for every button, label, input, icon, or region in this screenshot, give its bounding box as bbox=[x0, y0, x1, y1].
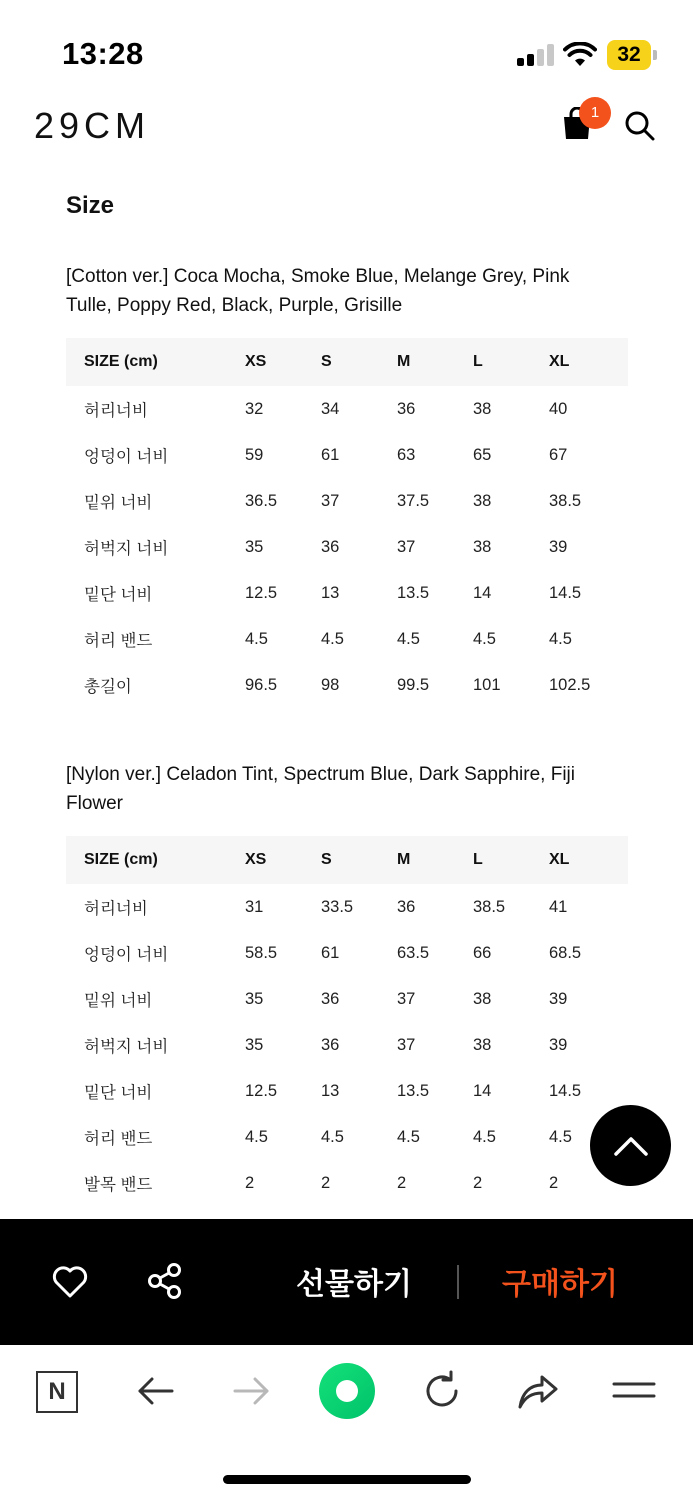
wifi-icon bbox=[563, 42, 597, 68]
row-label: 밑위 너비 bbox=[84, 494, 153, 512]
table-cell: 38 bbox=[473, 1035, 492, 1054]
table-cell: 61 bbox=[321, 445, 340, 464]
table-cell: 13.5 bbox=[397, 1081, 430, 1100]
table-cell: 2 bbox=[473, 1173, 483, 1192]
table-row bbox=[66, 478, 628, 524]
nylon-size-table bbox=[66, 836, 628, 1206]
forward-arrow-icon[interactable] bbox=[229, 1369, 273, 1413]
table-cell: 4.5 bbox=[321, 1127, 344, 1146]
header-cell: SIZE (cm) bbox=[84, 851, 158, 868]
table-cell: 4.5 bbox=[473, 1127, 496, 1146]
table-cell: 35 bbox=[245, 537, 264, 556]
table-cell: 96.5 bbox=[245, 675, 278, 694]
table-cell: 65 bbox=[473, 445, 492, 464]
table-cell: 37 bbox=[397, 1035, 416, 1054]
table-cell: 40 bbox=[549, 399, 568, 418]
header-cell: M bbox=[397, 353, 411, 370]
table-header-row bbox=[66, 338, 628, 386]
table-cell: 68.5 bbox=[549, 943, 582, 962]
cellular-signal-icon bbox=[517, 44, 555, 66]
table-cell: 38 bbox=[473, 399, 492, 418]
scroll-to-top-button[interactable] bbox=[590, 1105, 671, 1186]
refresh-icon[interactable] bbox=[420, 1369, 464, 1413]
table-cell: 2 bbox=[397, 1173, 407, 1192]
table-cell: 67 bbox=[549, 445, 568, 464]
table-cell: 36 bbox=[321, 1035, 340, 1054]
header-cell: XS bbox=[245, 851, 267, 868]
table-cell: 35 bbox=[245, 1035, 264, 1054]
table-cell: 37 bbox=[397, 537, 416, 556]
table-cell: 34 bbox=[321, 399, 340, 418]
table-row bbox=[66, 1022, 628, 1068]
table-cell: 14.5 bbox=[549, 583, 582, 602]
table-cell: 33.5 bbox=[321, 897, 354, 916]
table-cell: 38 bbox=[473, 491, 492, 510]
table-cell: 39 bbox=[549, 989, 568, 1008]
cart-count-badge: 1 bbox=[579, 97, 611, 129]
table-row bbox=[66, 976, 628, 1022]
table-cell: 31 bbox=[245, 897, 264, 916]
row-label: 엉덩이 너비 bbox=[84, 448, 169, 466]
table-cell: 38 bbox=[473, 537, 492, 556]
share-arrow-icon[interactable] bbox=[516, 1369, 560, 1413]
table-cell: 12.5 bbox=[245, 583, 278, 602]
table-cell: 36 bbox=[321, 989, 340, 1008]
table-cell: 4.5 bbox=[245, 629, 268, 648]
table-cell: 37.5 bbox=[397, 491, 430, 510]
table-cell: 2 bbox=[245, 1173, 255, 1192]
table-cell: 13.5 bbox=[397, 583, 430, 602]
header-cell: S bbox=[321, 851, 332, 868]
table-cell: 61 bbox=[321, 943, 340, 962]
heart-icon[interactable] bbox=[51, 1263, 89, 1299]
header-cell: XL bbox=[549, 851, 570, 868]
share-icon[interactable] bbox=[146, 1262, 184, 1300]
table-cell: 36 bbox=[397, 897, 416, 916]
table-cell: 12.5 bbox=[245, 1081, 278, 1100]
app-header bbox=[0, 100, 693, 160]
table-row bbox=[66, 1068, 628, 1114]
header-cell: SIZE (cm) bbox=[84, 353, 158, 370]
table-cell: 4.5 bbox=[321, 629, 344, 648]
header-cell: L bbox=[473, 353, 483, 370]
table-cell: 66 bbox=[473, 943, 492, 962]
table-cell: 38 bbox=[473, 989, 492, 1008]
row-label: 허리 밴드 bbox=[84, 1130, 153, 1148]
naver-home-button[interactable]: N bbox=[36, 1371, 78, 1413]
status-time: 13:28 bbox=[62, 36, 144, 71]
header-cell: XL bbox=[549, 353, 570, 370]
table-row bbox=[66, 432, 628, 478]
status-bar bbox=[0, 0, 693, 100]
table-cell: 4.5 bbox=[397, 1127, 420, 1146]
table-cell: 4.5 bbox=[549, 1127, 572, 1146]
table-row bbox=[66, 1114, 628, 1160]
cotton-version-title: [Cotton ver.] Coca Mocha, Smoke Blue, Melange Grey, Pink Tulle, Poppy Red, Black, Purple, Grisille bbox=[66, 266, 570, 316]
table-cell: 38.5 bbox=[549, 491, 582, 510]
table-cell: 14 bbox=[473, 1081, 492, 1100]
table-row bbox=[66, 616, 628, 662]
battery-icon bbox=[607, 40, 657, 70]
table-cell: 36 bbox=[321, 537, 340, 556]
table-row bbox=[66, 570, 628, 616]
table-cell: 36.5 bbox=[245, 491, 278, 510]
table-cell: 39 bbox=[549, 537, 568, 556]
table-cell: 32 bbox=[245, 399, 264, 418]
table-cell: 102.5 bbox=[549, 675, 591, 694]
row-label: 허벅지 너비 bbox=[84, 1038, 169, 1056]
table-cell: 14.5 bbox=[549, 1081, 582, 1100]
row-label: 허리너비 bbox=[84, 402, 148, 420]
row-label: 허리너비 bbox=[84, 900, 148, 918]
chevron-up-icon bbox=[613, 1135, 649, 1157]
row-label: 밑단 너비 bbox=[84, 1084, 153, 1102]
table-cell: 14 bbox=[473, 583, 492, 602]
table-cell: 36 bbox=[397, 399, 416, 418]
table-cell: 35 bbox=[245, 989, 264, 1008]
buy-button[interactable]: 구매하기 bbox=[502, 1268, 618, 1301]
table-cell: 99.5 bbox=[397, 675, 430, 694]
home-indicator[interactable] bbox=[223, 1475, 471, 1484]
nylon-version-title: [Nylon ver.] Celadon Tint, Spectrum Blue, Dark Sapphire, Fiji Flower bbox=[66, 764, 576, 814]
table-cell: 4.5 bbox=[245, 1127, 268, 1146]
size-section-title: Size bbox=[66, 192, 115, 219]
table-row bbox=[66, 930, 628, 976]
table-cell: 59 bbox=[245, 445, 264, 464]
table-cell: 13 bbox=[321, 1081, 340, 1100]
back-arrow-icon[interactable] bbox=[134, 1369, 178, 1413]
row-label: 밑위 너비 bbox=[84, 992, 153, 1010]
green-dot-button[interactable] bbox=[319, 1363, 375, 1419]
row-label: 허벅지 너비 bbox=[84, 540, 169, 558]
divider bbox=[457, 1265, 459, 1299]
table-cell: 98 bbox=[321, 675, 340, 694]
table-cell: 37 bbox=[397, 989, 416, 1008]
logo[interactable]: 29CM bbox=[34, 105, 151, 146]
table-cell: 4.5 bbox=[397, 629, 420, 648]
table-cell: 2 bbox=[549, 1173, 559, 1192]
header-cell: L bbox=[473, 851, 483, 868]
menu-icon[interactable] bbox=[612, 1369, 656, 1413]
table-cell: 37 bbox=[321, 491, 340, 510]
table-cell: 4.5 bbox=[473, 629, 496, 648]
table-header-row bbox=[66, 836, 628, 884]
row-label: 총길이 bbox=[84, 678, 132, 696]
table-cell: 2 bbox=[321, 1173, 331, 1192]
battery-level: 32 bbox=[617, 43, 641, 66]
table-row bbox=[66, 386, 628, 432]
table-row bbox=[66, 1160, 628, 1206]
header-cell: S bbox=[321, 353, 332, 370]
purchase-bar bbox=[0, 1219, 693, 1345]
table-cell: 101 bbox=[473, 675, 501, 694]
table-cell: 39 bbox=[549, 1035, 568, 1054]
header-cell: M bbox=[397, 851, 411, 868]
table-row bbox=[66, 662, 628, 708]
gift-button[interactable]: 선물하기 bbox=[296, 1268, 412, 1301]
row-label: 허리 밴드 bbox=[84, 632, 153, 650]
table-cell: 63.5 bbox=[397, 943, 430, 962]
browser-toolbar bbox=[0, 1345, 693, 1500]
table-cell: 58.5 bbox=[245, 943, 278, 962]
table-row bbox=[66, 524, 628, 570]
table-cell: 63 bbox=[397, 445, 416, 464]
table-cell: 13 bbox=[321, 583, 340, 602]
cotton-size-table bbox=[66, 338, 628, 708]
header-cell: XS bbox=[245, 353, 267, 370]
row-label: 엉덩이 너비 bbox=[84, 946, 169, 964]
search-icon[interactable] bbox=[622, 108, 656, 142]
table-cell: 38.5 bbox=[473, 897, 506, 916]
row-label: 발목 밴드 bbox=[84, 1176, 153, 1194]
row-label: 밑단 너비 bbox=[84, 586, 153, 604]
table-cell: 4.5 bbox=[549, 629, 572, 648]
table-row bbox=[66, 884, 628, 930]
table-cell: 41 bbox=[549, 897, 568, 916]
